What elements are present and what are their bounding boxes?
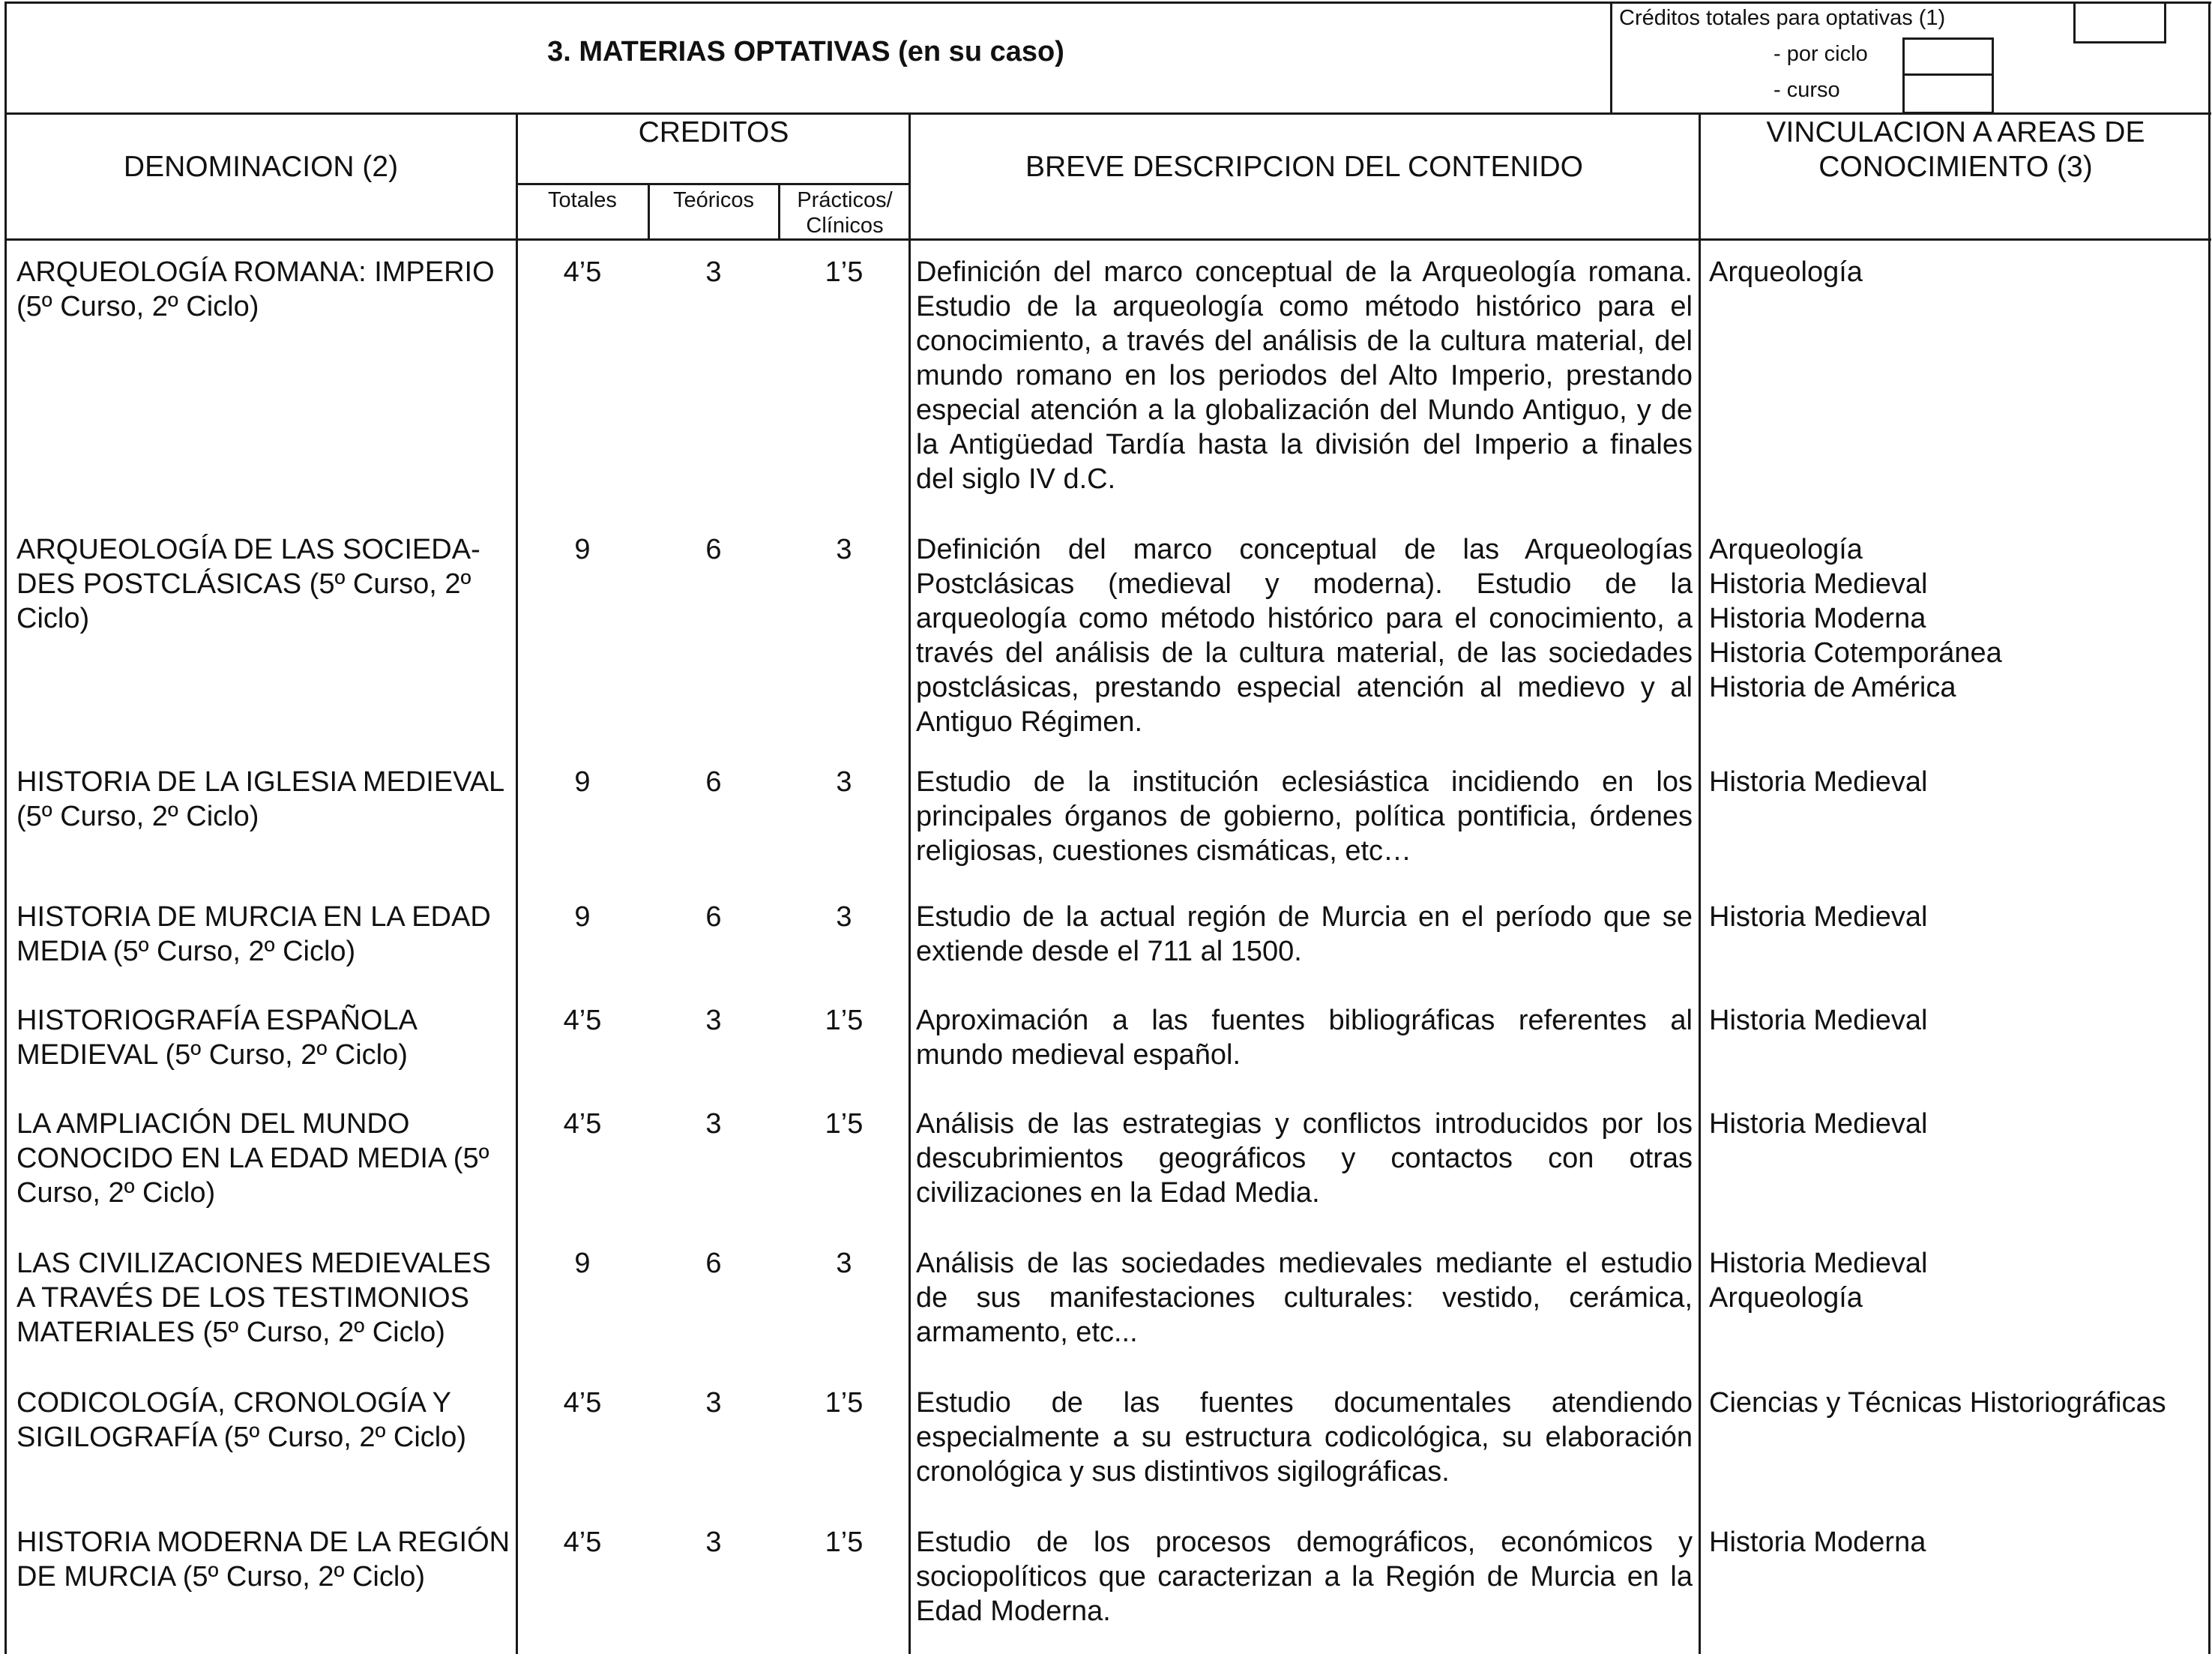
- cell-practicos: 3: [836, 534, 852, 565]
- cell-totales: 9: [574, 534, 591, 565]
- subject-name: LA AMPLIACIÓN DEL MUNDO CONOCIDO EN LA EDAD MEDIA (5º Curso, 2º Ciclo): [16, 1108, 489, 1209]
- cell-practicos: 1’5: [825, 1005, 864, 1036]
- cell-teoricos: 3: [705, 1108, 722, 1140]
- course-label: - curso: [1773, 78, 1840, 102]
- total-credits-box: [2073, 1, 2166, 43]
- cell-totales: 9: [574, 766, 591, 798]
- cell-practicos: 1’5: [825, 1387, 864, 1419]
- knowledge-areas: [1709, 765, 2204, 799]
- header-descripcion: BREVE DESCRIPCION DEL CONTENIDO: [1025, 151, 1583, 183]
- cell-practicos: 3: [836, 766, 852, 798]
- total-credits-label: Créditos totales para optativas (1): [1619, 6, 1946, 30]
- cell-teoricos: 6: [705, 766, 722, 798]
- knowledge-area: Historia Medieval: [1709, 1108, 1928, 1140]
- cell-practicos: 1’5: [825, 256, 864, 288]
- top-border: [4, 1, 2211, 4]
- content-description: Estudio de los procesos demográficos, económicos y sociopolíticos que caracterizan a la Región de Murcia en la Edad Moderna.: [916, 1527, 1693, 1627]
- subject-name: HISTORIA DE LA IGLESIA MEDIEVAL (5º Curso, 2º Ciclo): [16, 766, 504, 832]
- cell-teoricos: 3: [705, 256, 722, 288]
- knowledge-areas: [1709, 900, 2204, 934]
- cell-teoricos: 3: [705, 1527, 722, 1558]
- subject-name: HISTORIA MODERNA DE LA REGIÓN DE MURCIA (5º Curso, 2º Ciclo): [16, 1527, 510, 1593]
- cell-teoricos: 6: [705, 1248, 722, 1279]
- cell-totales: 4’5: [563, 1527, 602, 1558]
- content-description: Análisis de las sociedades medievales mediante el estudio de sus manifestaciones culturales: vestido, cerámica, armamento, etc...: [916, 1248, 1693, 1348]
- knowledge-area: Arqueología: [1709, 1282, 1863, 1314]
- knowledge-area: Historia Moderna: [1709, 1527, 1926, 1558]
- subject-name: CODICOLOGÍA, CRONOLOGÍA Y SIGILOGRAFÍA (5º Curso, 2º Ciclo): [16, 1387, 467, 1453]
- content-description: Definición del marco conceptual de la Arqueología romana. Estudio de la arqueología como método histórico para el conocimiento, a través del análisis de la cultura material, del mundo romano en los periodos del Alto Imperio, prestando especial atención a la globalización del Mundo Antiguo, y de la Antigüedad Tardía hasta la división del Imperio a finales del siglo IV d.C.: [916, 256, 1693, 495]
- knowledge-area: Arqueología: [1709, 534, 1863, 565]
- knowledge-area: Historia Cotemporánea: [1709, 637, 2002, 669]
- right-border: [2208, 1, 2211, 1654]
- knowledge-areas: [1709, 255, 2204, 289]
- cell-teoricos: 3: [705, 1005, 722, 1036]
- content-description: Estudio de la actual región de Murcia en el período que se extiende desde el 711 al 1500.: [916, 901, 1693, 967]
- header-vinculacion: VINCULACION A AREAS DE CONOCIMIENTO (3): [1766, 116, 2145, 183]
- cell-practicos: 3: [836, 901, 852, 933]
- cell-practicos: 1’5: [825, 1527, 864, 1558]
- knowledge-area: Ciencias y Técnicas Historiográficas: [1709, 1387, 2166, 1419]
- content-description: Estudio de la institución eclesiástica incidiendo en los principales órganos de gobierno, política pontificia, órdenes religiosas, cuestiones cismáticas, etc…: [916, 766, 1693, 867]
- subject-name: HISTORIA DE MURCIA EN LA EDAD MEDIA (5º Curso, 2º Ciclo): [16, 901, 491, 967]
- subject-name: ARQUEOLOGÍA ROMANA: IMPERIO (5º Curso, 2º Ciclo): [16, 256, 495, 322]
- column-header-bottom-border: [4, 238, 2211, 241]
- left-border: [4, 1, 7, 1654]
- header-teoricos: Teóricos: [673, 188, 754, 212]
- knowledge-areas: [1709, 532, 2204, 705]
- col-divider-4: [908, 112, 911, 1654]
- cell-totales: 9: [574, 1248, 591, 1279]
- cell-teoricos: 6: [705, 534, 722, 565]
- content-description: Definición del marco conceptual de las Arqueologías Postclásicas (medieval y moderna). Estudio de la arqueología como método histórico para el conocimiento, a través del análisis de la cultura material, de las sociedades postclásicas, prestando especial atención al medievo y al Antiguo Régimen.: [916, 534, 1693, 738]
- subject-name: ARQUEOLOGÍA DE LAS SOCIEDA-DES POSTCLÁSICAS (5º Curso, 2º Ciclo): [16, 534, 480, 634]
- knowledge-area: Historia Medieval: [1709, 1005, 1928, 1036]
- knowledge-area: Historia de América: [1709, 672, 1956, 703]
- knowledge-areas: [1709, 1246, 2204, 1315]
- subject-name: HISTORIOGRAFÍA ESPAÑOLA MEDIEVAL (5º Curso, 2º Ciclo): [16, 1005, 416, 1071]
- knowledge-areas: [1709, 1386, 2204, 1420]
- knowledge-area: Arqueología: [1709, 256, 1863, 288]
- col-divider-3: [778, 183, 780, 240]
- col-divider-5: [1699, 112, 1701, 1654]
- knowledge-area: Historia Medieval: [1709, 568, 1928, 600]
- cell-teoricos: 6: [705, 901, 722, 933]
- subject-name: LAS CIVILIZACIONES MEDIEVALES A TRAVÉS DE LOS TESTIMONIOS MATERIALES (5º Curso, 2º Ciclo): [16, 1248, 491, 1348]
- col-divider-1: [516, 112, 518, 1654]
- knowledge-area: Historia Medieval: [1709, 901, 1928, 933]
- course-box: [1902, 73, 1994, 114]
- knowledge-area: Historia Medieval: [1709, 1248, 1928, 1279]
- header-bottom-border: [4, 112, 2211, 115]
- cell-practicos: 3: [836, 1248, 852, 1279]
- header-practicos: Prácticos/ Clínicos: [797, 188, 893, 238]
- knowledge-areas: [1709, 1003, 2204, 1038]
- credits-box-divider: [1610, 1, 1612, 114]
- cell-practicos: 1’5: [825, 1108, 864, 1140]
- header-totales: Totales: [548, 188, 617, 212]
- content-description: Aproximación a las fuentes bibliográficas referentes al mundo medieval español.: [916, 1005, 1693, 1071]
- header-creditos: CREDITOS: [638, 116, 789, 148]
- content-description: Análisis de las estrategias y conflictos introducidos por los descubrimientos geográficos y contactos con otras civilizaciones en la Edad Media.: [916, 1108, 1693, 1209]
- header-denominacion: DENOMINACION (2): [123, 151, 399, 183]
- cell-totales: 9: [574, 901, 591, 933]
- knowledge-area: Historia Medieval: [1709, 766, 1928, 798]
- knowledge-areas: [1709, 1107, 2204, 1141]
- creditos-sub-divider: [516, 183, 910, 185]
- per-cycle-label: - por ciclo: [1773, 42, 1868, 66]
- cell-totales: 4’5: [563, 256, 602, 288]
- cell-teoricos: 3: [705, 1387, 722, 1419]
- cell-totales: 4’5: [563, 1108, 602, 1140]
- section-title: 3. MATERIAS OPTATIVAS (en su caso): [547, 36, 1064, 67]
- per-cycle-box: [1902, 37, 1994, 76]
- knowledge-area: Historia Moderna: [1709, 603, 1926, 634]
- content-description: Estudio de las fuentes documentales atendiendo especialmente a su estructura codicológica, su elaboración cronológica y sus distintivos sigilográficas.: [916, 1387, 1693, 1488]
- cell-totales: 4’5: [563, 1387, 602, 1419]
- knowledge-areas: [1709, 1525, 2204, 1560]
- cell-totales: 4’5: [563, 1005, 602, 1036]
